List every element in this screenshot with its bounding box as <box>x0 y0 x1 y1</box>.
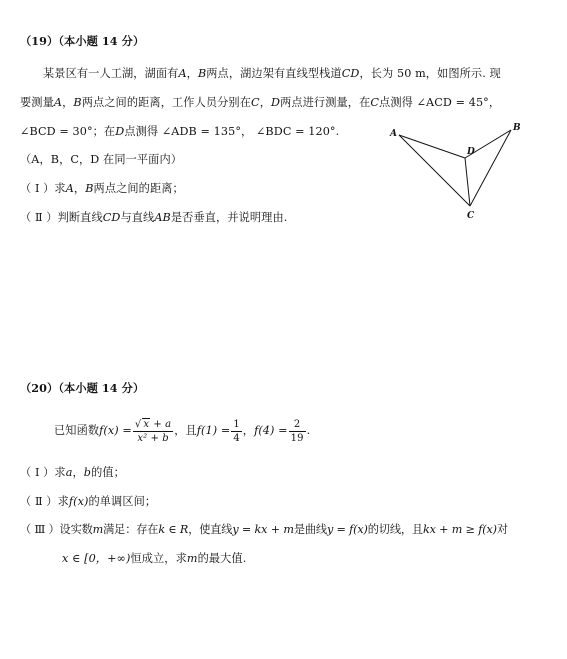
line-AD <box>399 135 465 158</box>
q19-line-4: （A，B，C，D 在同一平面内） <box>20 153 183 166</box>
q19-header <box>20 34 144 48</box>
q20-part-1: （ Ⅰ ）求a，b的值； <box>20 466 125 479</box>
line-DC <box>465 158 470 206</box>
q20-header <box>20 381 144 395</box>
line-AC <box>399 135 470 206</box>
line-BC <box>470 130 511 206</box>
label-B: B <box>513 123 521 133</box>
label-D: D <box>467 147 475 157</box>
q20-part-2: （ Ⅱ ）求f(x)的单调区间； <box>20 495 157 508</box>
q19-number: （19） <box>20 34 59 48</box>
f1-fraction: $\frac{1}{4}$ <box>233 418 240 444</box>
q19-score: （本小题 14 分） <box>58 34 145 48</box>
sqrt-sign: √ <box>134 419 142 430</box>
label-A: A <box>390 129 397 139</box>
q19-line-3: ∠BCD = 30°；在D点测得 ∠ADB = 135°， ∠BDC = 120°. <box>20 125 340 138</box>
lake-figure <box>385 118 535 230</box>
function-fraction: $\frac{√ x + a}{\text{x² + b}}$ <box>134 419 172 444</box>
q20-line-1: 已知函数f(x) = $\frac{√ x + a}{\text{x² + b}}$ ，且f(1) = $\frac{1}{4}$ ，f(4) = $\frac{2}{19}$ . <box>54 418 311 444</box>
q20-score: （本小题 14 分） <box>58 381 145 395</box>
q19-line-2: 要测量A，B两点之间的距离，工作人员分别在C，D两点进行测量，在C点测得 ∠ACD = 45°， <box>20 96 501 109</box>
q20-number: （20） <box>20 381 59 395</box>
f4-fraction: $\frac{2}{19}$ <box>290 418 304 444</box>
q20-part-3: （ Ⅲ ）设实数m满足：存在k ∈ R，使直线y = kx + m是曲线y = f(x)的切线，且kx + m ≥ f(x)对 <box>20 523 508 536</box>
q19-part-2: （ Ⅱ ）判断直线CD与直线AB是否垂直，并说明理由. <box>20 211 288 224</box>
label-C: C <box>467 211 475 221</box>
q19-part-1: （ Ⅰ ）求A，B两点之间的距离； <box>20 182 184 195</box>
q19-line-1: 某景区有一人工湖，湖面有A，B两点，湖边架有直线型栈道CD，长为 50 m，如图所示. 现 <box>43 67 501 80</box>
q20-part-3-cont: x ∈ [0，+∞)恒成立，求m的最大值. <box>62 552 247 565</box>
